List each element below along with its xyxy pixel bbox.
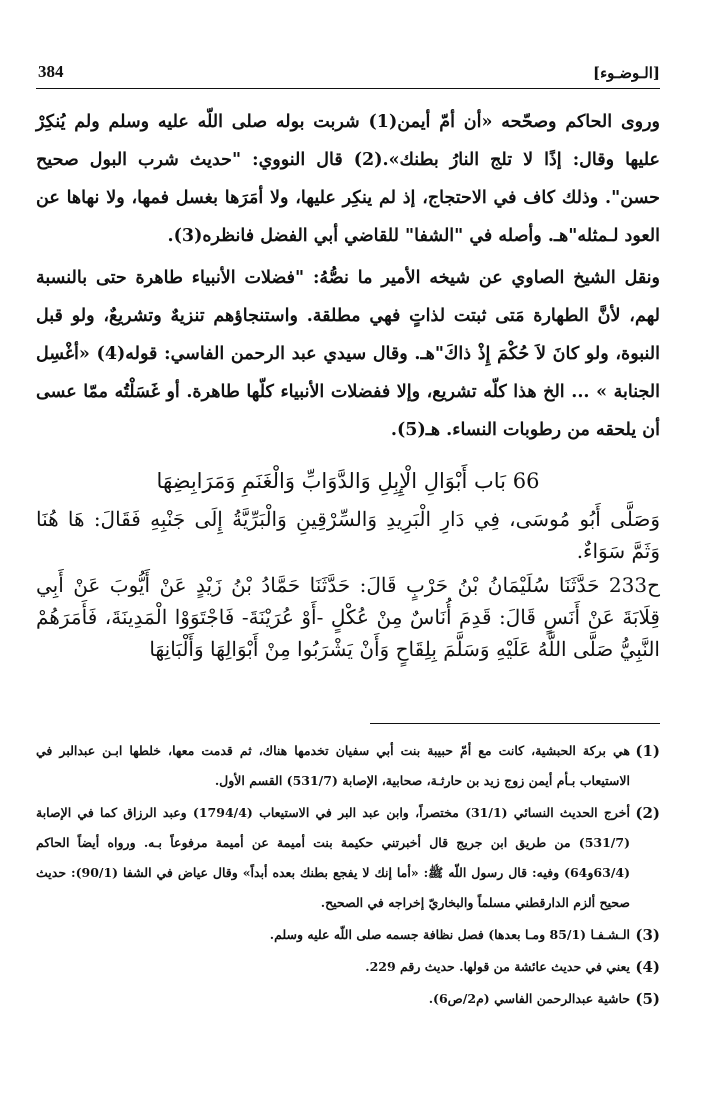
footnote-item	[36, 952, 660, 982]
footnote-text: يعني في حديث عائشة من قولها. حديث رقم 229.	[365, 959, 630, 974]
footnote-divider	[370, 723, 660, 724]
footnote-number: (1)	[635, 742, 660, 760]
header-divider	[36, 88, 660, 89]
footnote-text: الـشـفـا (85/1 ومـا بعدها) فصل نظافة جسمه صلى اللّه عليه وسلم.	[269, 927, 630, 942]
hadith-section	[36, 503, 660, 665]
book-page	[36, 50, 660, 1090]
footnote-text: أخرج الحديث النسائي (31/1) مختصراً، وابن عبد البر في الاستيعاب (1794/4) وعبد الرزاق كما في الإصابة (531/7) من طريق ابن جريج قال أخبرتني حكيمة بنت أميمة عن أميمة مرفوعاً بـه. ورواه أيضاً الحاكم (63/4و64) وفيه: قال رسول اللّه ﷺ: «أما إنك لا يفجع بطنك بعده أبداً» وقال عياض في الشفا (90/1): حديث صحيح ألزم الدارقطني مسلماً والبخاريّ إخراجه في الصحيح.	[36, 805, 631, 910]
footnote-item	[36, 736, 660, 796]
footnotes-list	[36, 736, 660, 1014]
running-head	[36, 50, 660, 82]
commentary-paragraph: وروى الحاكم وصحّحه «أن أمّ أيمن(1) شربت بوله صلى اللّه عليه وسلم ولم يُنكِرْ عليها وقال: إذًا لا تلج النارُ بطنك».(2) قال النووي: "حديث شرب البول صحيح حسن". وذلك كاف في الاحتجاج، إذ لم ينكِر عليها، ولا أمَرَها بغسل فمها، ولا نهاها عن العود لـمثله"هـ. وأصله في "الشفا" للقاضي أبي الفضل فانظره(3).	[36, 112, 660, 246]
chapter-heading: 66 بَاب أَبْوَالِ الْإِبِلِ وَالدَّوَابِّ وَالْغَنَمِ وَمَرَابِضِهَا	[156, 469, 540, 493]
commentary-section	[36, 103, 660, 449]
commentary-paragraph: ونقل الشيخ الصاوي عن شيخه الأمير ما نصُّهُ: "فضلات الأنبياء طاهرة حتى بالنسبة لهم، لأنَّ الطهارة مَتى ثبتت لذاتٍ فهي مطلقة. واستنجاؤهم تنزيهٌ وتشريعٌ، ولو قبل النبوة، ولو كانَ لاَ حُكْمَ إِذْ ذاكَ"هـ. وقال سيدي عبد الرحمن الفاسي: قوله(4) «أغْسِل الجنابة » ... الخ هذا كلّه تشريع، وإلا ففضلات الأنبياء كلّها طاهرة. أو غَسَلْتُه ممّا عسى أن يلحقه من رطوبات النساء. هـ(5).	[36, 268, 660, 440]
footnote-number: (5)	[635, 990, 660, 1008]
footnote-item	[36, 920, 660, 950]
hadith-paragraph: وَصَلَّى أَبُو مُوسَى، فِي دَارِ الْبَرِيدِ وَالسِّرْقِينِ وَالْبَرِّيَّةُ إِلَى جَنْبِهِ فَقَالَ: هَا هُنَا وَثَمَّ سَوَاءٌ.	[36, 507, 660, 563]
footnote-text: حاشية عبدالرحمن الفاسي (م2/ص6).	[428, 991, 630, 1006]
hadith-paragraph: ح233 حَدَّثَنَا سُلَيْمَانُ بْنُ حَرْبٍ قَالَ: حَدَّثَنَا حَمَّادُ بْنُ زَيْدٍ عَنْ أَيُّوبَ عَنْ أَبِي قِلَابَةَ عَنْ أَنَسٍ قَالَ: قَدِمَ أُنَاسٌ مِنْ عُكْلٍ -أَوْ عُرَيْنَةَ- فَاجْتَوَوْا الْمَدِينَةَ، فَأَمَرَهُمْ النَّبِيُّ صَلَّى اللَّهُ عَلَيْهِ وَسَلَّمَ بِلِقَاحٍ وَأَنْ يَشْرَبُوا مِنْ أَبْوَالِهَا وَأَلْبَانِهَا	[36, 573, 660, 661]
footnote-item	[36, 798, 660, 918]
page-number: 384	[38, 62, 64, 81]
footnote-number: (3)	[635, 926, 660, 944]
footnote-number: (4)	[635, 958, 660, 976]
footnote-number: (2)	[635, 804, 660, 822]
footnote-item	[36, 984, 660, 1014]
footnote-text: هي بركة الحبشية، كانت مع أمّ حبيبة بنت أبي سفيان تخدمها هناك، ثم قدمت معها، خلطها ابـن عبدالبر في الاستيعاب بـأم أيمن زوج زيد بن حارثـة، صحابية، الإصابة (531/7) القسم الأول.	[36, 743, 630, 788]
chapter-title: [الـوضـوء]	[592, 64, 660, 82]
